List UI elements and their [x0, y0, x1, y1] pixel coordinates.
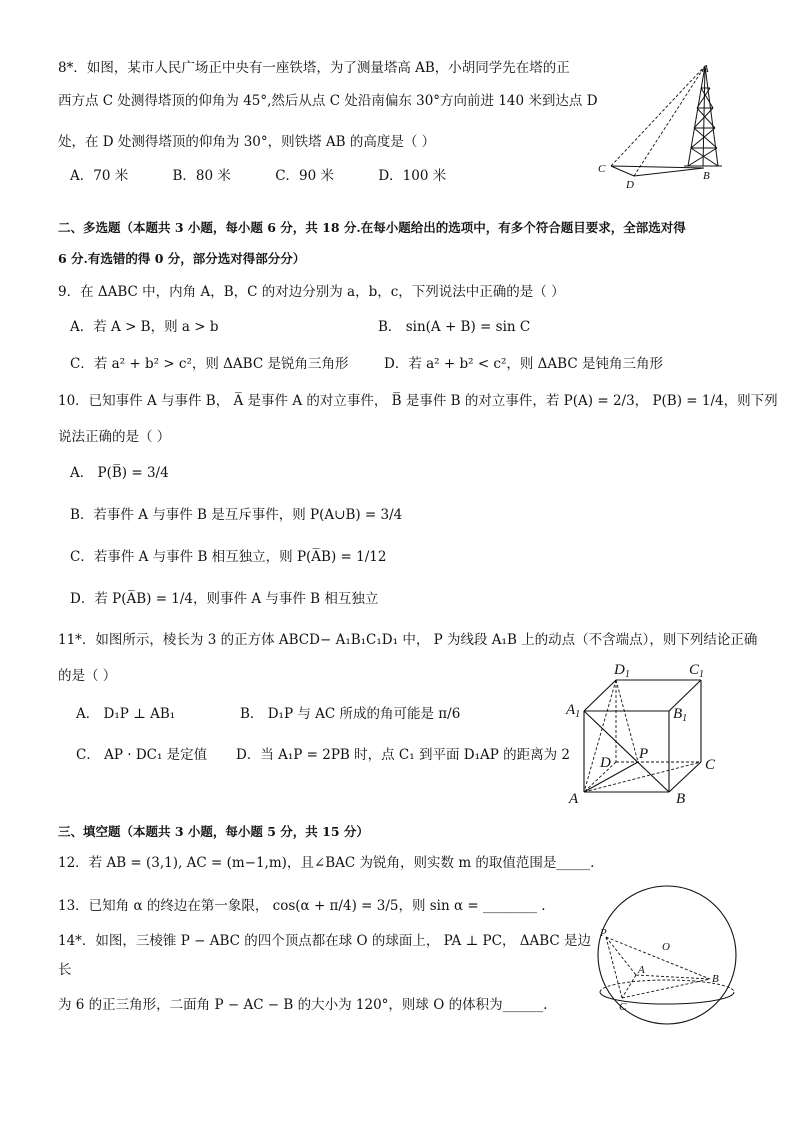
- q10-option-a: A． P(B̅) = 3/4: [70, 465, 169, 481]
- q8-line2: 西方点 C 处测得塔顶的仰角为 45°,然后从点 C 处沿南偏东 30°方向前进 140 米到达点 D: [58, 93, 598, 109]
- q14-line1: 14*．如图，三棱锥 P − ABC 的四个顶点都在球 O 的球面上， PA ⊥ PC， ΔABC 是边: [58, 933, 592, 949]
- q11-option-d: D．当 A₁P = 2PB 时，点 C₁ 到平面 D₁AP 的距离为 2: [236, 747, 570, 763]
- q10-option-c: C．若事件 A 与事件 B 相互独立，则 P(A̅B) = 1/12: [70, 549, 387, 565]
- q11-option-c: C． AP · DC₁ 是定值: [76, 747, 208, 763]
- cube-label-b1: $B_1$: [673, 706, 688, 724]
- q9-option-a: A．若 A > B，则 a > b: [70, 319, 219, 335]
- sphere-figure: [592, 880, 742, 1030]
- cube-label-d1-text: 1: [624, 669, 630, 680]
- sphere-label-b: B: [712, 973, 719, 985]
- tower-figure: [596, 60, 736, 190]
- q8-options: [70, 167, 446, 185]
- q8-line3: 处，在 D 处测得塔顶的仰角为 30°，则铁塔 AB 的高度是（ ）: [58, 134, 436, 150]
- sphere-label-a: A: [638, 964, 645, 976]
- q11-stem-line1: 11*．如图所示，棱长为 3 的正方体 ABCD− A₁B₁C₁D₁ 中， P 为线段 A₁B 上的动点（不含端点），则下列结论正确: [58, 632, 758, 648]
- tower-label-d: D: [626, 179, 634, 191]
- q11-stem-line2: 的是（ ）: [58, 668, 117, 684]
- q8-option-a: A．70 米: [70, 168, 129, 184]
- q9-option-b: B． sin(A + B) = sin C: [378, 319, 531, 335]
- q8-option-d: D．100 米: [378, 168, 447, 184]
- section2-line1: 二、多选题（本题共 3 小题，每小题 6 分，共 18 分.在每小题给出的选项中，有多个符合题目要求，全部选对得: [58, 220, 686, 235]
- q10-stem-line2: 说法正确的是（ ）: [58, 429, 171, 445]
- q10-option-b: B．若事件 A 与事件 B 是互斥事件，则 P(A∪B) = 3/4: [70, 507, 403, 523]
- q12-text: 12．若 AB = (3,1), AC = (m−1,m)，且∠BAC 为锐角，则实数 m 的取值范围是_____.: [58, 855, 595, 871]
- q9-option-d: D．若 a² + b² < c²，则 ΔABC 是钝角三角形: [384, 356, 663, 372]
- q8-line1: 8*．如图，某市人民广场正中央有一座铁塔，为了测量塔高 AB，小胡同学先在塔的正: [58, 60, 570, 76]
- q8-option-c: C．90 米: [275, 168, 335, 184]
- cube-label-p: P: [639, 746, 649, 762]
- cube-label-a1: $A_1$: [566, 702, 581, 720]
- sphere-label-c: C: [619, 1001, 627, 1013]
- tower-label-b: B: [703, 170, 710, 182]
- cube-figure: [564, 656, 739, 811]
- cube-label-c1: $C_1$: [689, 662, 705, 680]
- q11-option-a: A． D₁P ⊥ AB₁: [76, 706, 176, 722]
- section2-line2: 6 分.有选错的得 0 分，部分选对得部分分）: [58, 251, 306, 266]
- cube-label-b: B: [676, 791, 686, 807]
- q8-option-b: B．80 米: [172, 168, 231, 184]
- sphere-label-o: O: [662, 941, 670, 953]
- q14-line2: 长: [58, 962, 72, 978]
- q10-stem-line1: 10．已知事件 A 与事件 B， A̅ 是事件 A 的对立事件， B̅ 是事件 B 的对立事件，若 P(A) = 2/3， P(B) = 1/4，则下列: [58, 393, 778, 409]
- sphere-label-p: P: [600, 927, 607, 939]
- cube-label-d: D: [600, 755, 611, 771]
- section3-title: 三、填空题（本题共 3 小题，每小题 5 分，共 15 分）: [58, 824, 369, 839]
- q10-option-d: D．若 P(A̅B) = 1/4，则事件 A 与事件 B 相互独立: [70, 591, 379, 607]
- q14-line3: 为 6 的正三角形，二面角 P − AC − B 的大小为 120°，则球 O 的体积为______.: [58, 997, 548, 1013]
- q11-option-b: B． D₁P 与 AC 所成的角可能是 π/6: [240, 706, 461, 722]
- q9-option-c: C．若 a² + b² > c²，则 ΔABC 是锐角三角形: [70, 356, 349, 372]
- tower-label-c: C: [598, 163, 606, 175]
- cube-label-c: C: [705, 757, 716, 773]
- q13-text: 13．已知角 α 的终边在第一象限， cos(α + π/4) = 3/5，则 sin α = ________ .: [58, 898, 546, 914]
- q9-stem: 9．在 ΔABC 中，内角 A，B，C 的对边分别为 a，b，c，下列说法中正确的是（ ）: [58, 284, 565, 300]
- cube-label-a: A: [569, 791, 579, 807]
- cube-label-d1: $D_1$: [614, 662, 630, 680]
- tower-label-a: A: [702, 63, 709, 75]
